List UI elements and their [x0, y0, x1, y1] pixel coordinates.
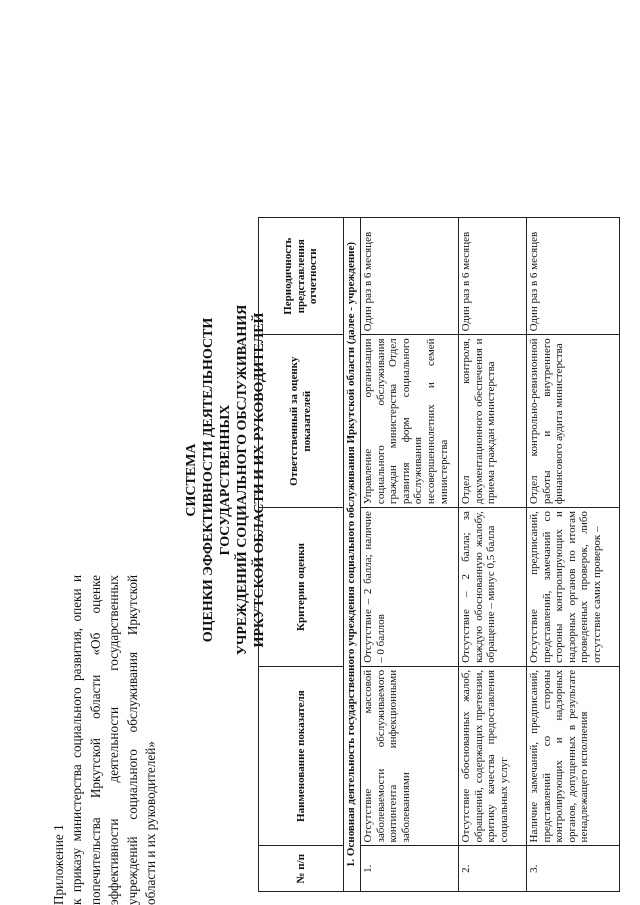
section-title: 1. Основная деятельность государственного учреждения социального обслуживания Иркутской области (далее - учреждение) [344, 218, 361, 892]
header-number: № п/п [259, 846, 344, 892]
table-header-row [259, 218, 344, 892]
table-row [361, 218, 459, 892]
document-title [183, 245, 268, 715]
row-responsible: Отдел контрольно-ревизионной работы и внутреннего финансового аудита министерства [527, 335, 620, 508]
header-criteria: Критерии оценки [259, 508, 344, 667]
section-row [344, 218, 361, 892]
row-indicator-name: Наличие замечаний, предписаний, представлений со стороны контролирующих и надзорных органов, допущенных в результате ненадлежащего исполнения [527, 666, 620, 846]
table-row [459, 218, 527, 892]
row-responsible: Отдел контроля, документационного обеспечения и приема граждан министерства [459, 335, 527, 508]
header-periodicity: Периодичность представления отчетности [259, 218, 344, 335]
row-criteria: Отсутствие – 2 балла; за каждую обоснованную жалобу, обращение – минус 0,5 балла [459, 508, 527, 667]
title-line-2: ОЦЕНКИ ЭФФЕКТИВНОСТИ ДЕЯТЕЛЬНОСТИ ГОСУДАРСТВЕННЫХ [201, 317, 233, 643]
row-number: 1. [361, 846, 459, 892]
title-line-4: ИРКУТСКОЙ ОБЛАСТИ И ИХ РУКОВОДИТЕЛЕЙ [252, 312, 267, 648]
header-indicator-name: Наименование показателя [259, 666, 344, 846]
title-line-3: УЧРЕЖДЕНИЙ СОЦИАЛЬНОГО ОБСЛУЖИВАНИЯ [235, 304, 250, 656]
row-responsible: Управление организации социального обслуживания граждан министерства Отдел развития форм социального обслуживания несовершеннолетних и семей министерства [361, 335, 459, 508]
row-indicator-name: Отсутствие обоснованных жалоб, обращений, содержащих претензии, критику качества предоставления социальных услуг [459, 666, 527, 846]
row-periodicity: Один раз в 6 месяцев [361, 218, 459, 335]
appendix-note [50, 575, 160, 905]
appendix-title: Приложение 1 [51, 824, 66, 905]
title-line-1: СИСТЕМА [184, 443, 199, 517]
indicators-table [258, 217, 620, 892]
table-row [527, 218, 620, 892]
row-number: 3. [527, 846, 620, 892]
row-periodicity: Один раз в 6 месяцев [527, 218, 620, 335]
row-number: 2. [459, 846, 527, 892]
row-periodicity: Один раз в 6 месяцев [459, 218, 527, 335]
appendix-text: к приказу министерства социального развития, опеки и попечительства Иркутской области «Об оценке эффективности деятельности государственных учреждений социального обслуживания Иркутской области и их руководителей» [69, 575, 159, 905]
row-indicator-name: Отсутствие массовой заболеваемости обслуживаемого контингента инфекционными заболеваниями [361, 666, 459, 846]
header-responsible: Ответственный за оценку показателей [259, 335, 344, 508]
row-criteria: Отсутствие – 2 балла; наличие – 0 баллов [361, 508, 459, 667]
row-criteria: Отсутствие предписаний, представлений, замечаний со стороны контролирующих и надзорных органов по итогам проведенных проверок, либо отсутствие самих проверок – [527, 508, 620, 667]
